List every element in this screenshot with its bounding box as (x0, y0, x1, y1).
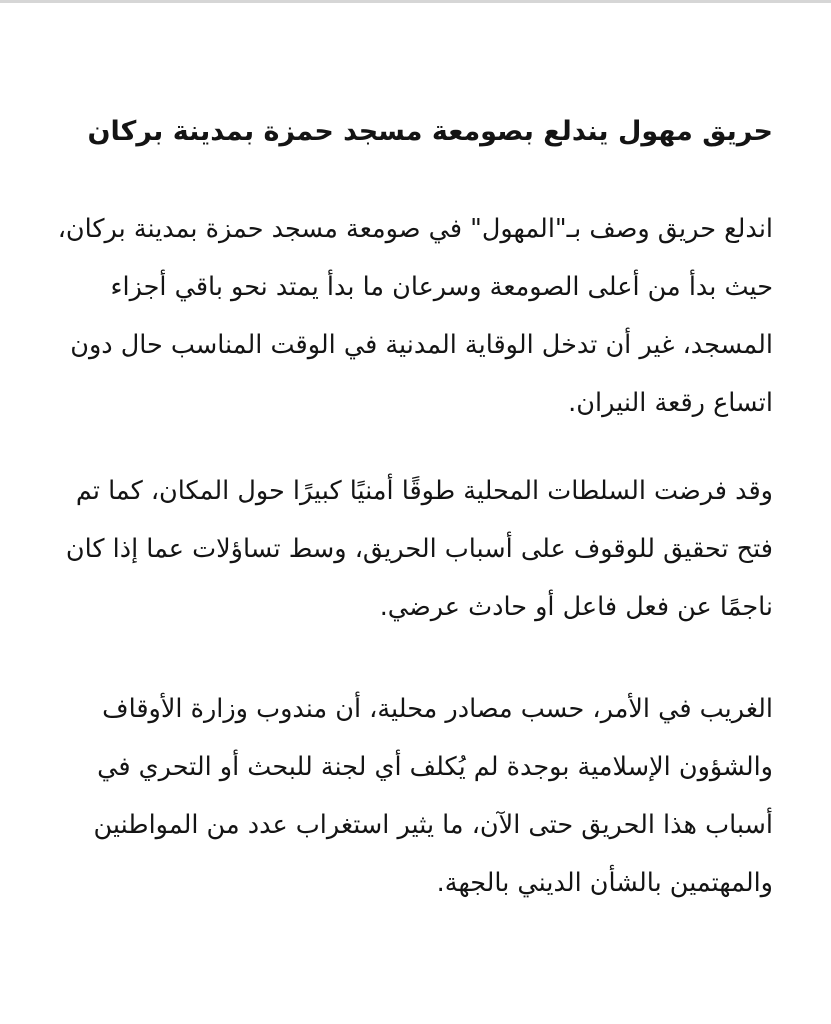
top-divider (0, 0, 831, 3)
article-headline: حريق مهول يندلع بصومعة مسجد حمزة بمدينة بركان (87, 116, 773, 147)
article-paragraph-3: الغريب في الأمر، حسب مصادر محلية، أن مندوب وزارة الأوقاف والشؤون الإسلامية بوجدة لم يُكلف أي لجنة للبحث أو التحري في أسباب هذا الحريق حتى الآن، ما يثير استغراب عدد من المواطنين والمهتمين بالشأن الديني بالجهة. (93, 694, 773, 898)
article-paragraph-1: اندلع حريق وصف بـ"المهول" في صومعة مسجد حمزة بمدينة بركان، حيث بدأ من أعلى الصومعة وسرعان ما بدأ يمتد نحو باقي أجزاء المسجد، غير أن تدخل الوقاية المدنية في الوقت المناسب حال دون اتساع رقعة النيران. (57, 214, 773, 418)
article-paragraph-2: وقد فرضت السلطات المحلية طوقًا أمنيًا كبيرًا حول المكان، كما تم فتح تحقيق للوقوف على أسباب الحريق، وسط تساؤلات عما إذا كان ناجمًا عن فعل فاعل أو حادث عرضي. (65, 476, 773, 622)
